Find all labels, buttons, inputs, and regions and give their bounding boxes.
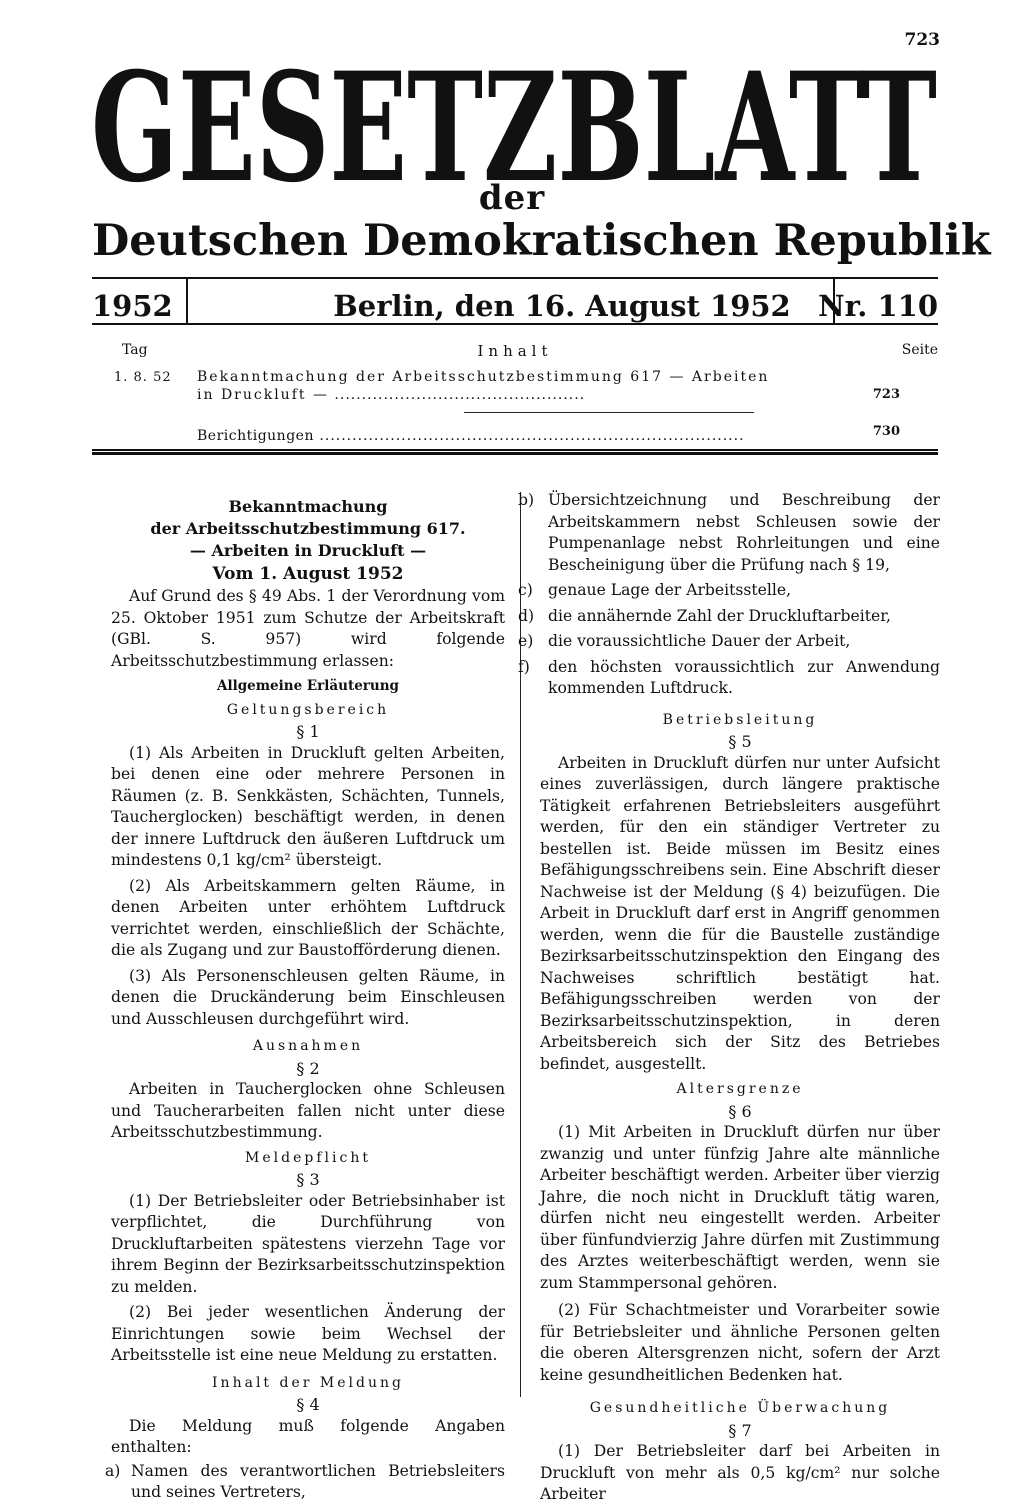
dateline-bottom-rule [92, 323, 938, 325]
list-item-marker: b) [518, 491, 535, 509]
announcement-topic: — Arbeiten in Druckluft — [189, 541, 427, 560]
announcement-date: Vom 1. August 1952 [212, 564, 404, 584]
issue-number: Nr. 110 [818, 289, 938, 323]
announcement-subtitle: der Arbeitsschutzbestimmung 617. [150, 519, 466, 538]
page-number: 723 [904, 30, 940, 50]
paragraph: Arbeiten in Taucherglocken ohne Schleusen und Taucherarbeiten fallen nicht unter diese Arbeitsschutzbestimmung. [111, 1080, 505, 1141]
masthead-title-text: GESETZBLATT [91, 40, 937, 216]
list-item-marker: a) [105, 1461, 121, 1480]
list-item-text: den höchsten voraussichtlich zur Anwendung kommenden Luftdruck. [548, 657, 940, 697]
section-heading: Ausnahmen [252, 1038, 364, 1054]
general-heading: Allgemeine Erläuterung [217, 678, 399, 694]
list-item [518, 490, 940, 576]
toc-entry-title-text: Berichtigungen [197, 428, 314, 444]
section-sign: § 3 [296, 1170, 320, 1189]
list-item-marker: c) [518, 581, 533, 599]
section-sign: § 5 [728, 732, 752, 751]
section-heading: Inhalt der Meldung [212, 1374, 404, 1391]
toc-separator [464, 412, 754, 413]
section-heading: Geltungsbereich [226, 701, 390, 718]
announcement-title: Bekanntmachung [228, 497, 388, 516]
paragraph: (1) Der Betriebsleiter oder Betriebsinhaber ist verpflichtet, die Durchführung von Druckluftarbeiten spätestens vierzehn Tage vor ihrem Beginn der Bezirksarbeitsschutzinspektion zu melden. [111, 1191, 505, 1296]
toc-entry-title: Bekanntmachung der Arbeitsschutzbestimmung 617 — Arbeiten [197, 369, 770, 385]
paragraph: (3) Als Personenschleusen gelten Räume, in denen die Druckänderung beim Einschleusen und Ausschleusen durchgeführt wird. [111, 966, 505, 1028]
toc-entry-title: Berichtigungen .............................................................................. [197, 428, 745, 444]
section-sign: § 1 [296, 722, 320, 741]
section-heading: Gesundheitliche Überwachung [589, 1400, 891, 1416]
masthead-subtitle-der: der [478, 178, 546, 218]
list-item-marker: f) [518, 657, 530, 676]
toc-entry-title-cont: in Druckluft — .............................................. [197, 387, 586, 403]
paragraph: (2) Für Schachtmeister und Vorarbeiter sowie für Betriebsleiter und ähnliche Personen gelten die oberen Altersgrenzen nicht, sofern der Arzt keine gesundheitlichen Bedenken hat. [540, 1301, 940, 1384]
dateline-top-rule [92, 277, 938, 279]
paragraph: (1) Als Arbeiten in Druckluft gelten Arbeiten, bei denen eine oder mehrere Personen in Räumen (z. B. Senkkästen, Schächten, Tunnels, Taucherglocken) beschäftigt werden, in denen der innere Luftdruck den äußeren Luftdruck um mindestens 0,1 kg/cm² übersteigt. [111, 743, 505, 869]
paragraph: Die Meldung muß folgende Angaben enthalten: [111, 1416, 505, 1456]
toc-heading-contents: Inhalt [477, 342, 553, 360]
paragraph: (1) Mit Arbeiten in Druckluft dürfen nur über zwanzig und unter fünfzig Jahre alte männliche Arbeiter beschäftigt werden. Arbeiter über vierzig Jahre, die noch nicht in Druckluft tätig waren, dürfen nicht neu eingestellt werden. Arbeiter über fünfundvierzig Jahre dürfen mit Zustimmung des Arztes weiterbeschäftigt werden, wenn sie zum Stammpersonal gehören. [540, 1123, 940, 1292]
issue-year: 1952 [92, 289, 173, 323]
list-item [518, 631, 940, 653]
paragraph: Arbeiten in Druckluft dürfen nur unter Aufsicht eines zuverlässigen, durch längere praktische Tätigkeit erfahrenen Betriebsleiters ausgeführt werden, für den ein ständiger Vertreter zu bestellen ist. Beide müssen im Besitz eines Befähigungsschreibens sein. Eine Abschrift dieser Nachweise ist der Meldung (§ 4) beizufügen. Die Arbeit in Druckluft darf erst in Angriff genommen werden, wenn die für die Baustelle zuständige Bezirksarbeitsschutzinspektion den Eingang des Nachweises schriftlich bestätigt hat. Befähigungsschreiben werden von der Bezirksarbeitsschutzinspektion, in deren Arbeitsbereich sich der Sitz des Betriebes befindet, ausgestellt. [540, 753, 940, 1073]
toc-entry-page: 723 [872, 387, 900, 402]
section-sign: § 4 [296, 1395, 320, 1414]
list-item [518, 606, 940, 628]
section-sign: § 2 [296, 1058, 320, 1078]
toc-entry-title-line2: in Druckluft — [197, 387, 329, 403]
list-item [518, 657, 940, 700]
list-item [105, 1461, 505, 1504]
paragraph: (2) Als Arbeitskammern gelten Räume, in denen Arbeiten unter erhöhtem Luftdruck verrichtet werden, einschließlich der Schächte, die als Zugang und zur Baustofförderung dienen. [111, 876, 505, 959]
section-heading: Betriebsleitung [662, 711, 818, 728]
masthead-subtitle-republic: Deutschen Demokratischen Republik [92, 216, 991, 266]
paragraph: (1) Der Betriebsleiter darf bei Arbeiten in Druckluft von mehr als 0,5 kg/cm² nur solche Arbeiter [540, 1442, 940, 1503]
section-sign: § 7 [728, 1420, 752, 1440]
column-separator [520, 492, 521, 1397]
list-item-text: die voraussichtliche Dauer der Arbeit, [548, 632, 851, 650]
dateline [92, 277, 938, 325]
list-item-marker: e) [518, 632, 534, 650]
list-item-text: die annähernde Zahl der Druckluftarbeiter, [548, 606, 891, 625]
list-item-marker: d) [518, 606, 535, 625]
left-column [105, 490, 505, 1508]
list-item [518, 580, 940, 602]
section-heading: Altersgrenze [676, 1081, 804, 1097]
list-item-text: Namen des verantwortlichen Betriebsleiters und seines Vertreters, [131, 1461, 505, 1501]
header-divider [92, 449, 938, 455]
section-heading: Meldepflicht [245, 1149, 371, 1166]
section-sign: § 6 [728, 1101, 752, 1121]
paragraph: (2) Bei jeder wesentlichen Änderung der Einrichtungen sowie beim Wechsel der Arbeitsstelle ist eine neue Meldung zu erstatten. [111, 1303, 505, 1364]
toc-entry-page: 730 [872, 424, 900, 439]
issue-place-date: Berlin, den 16. August 1952 [333, 289, 791, 323]
list-item-text: genaue Lage der Arbeitsstelle, [548, 581, 792, 599]
right-column [518, 490, 940, 1508]
list-item-text: Übersichtzeichnung und Beschreibung der Arbeitskammern nebst Schleusen sowie der Pumpenanlage nebst Rohrleitungen und eine Bescheinigung über die Prüfung nach § 19, [548, 491, 940, 574]
toc-heading-page: Seite [901, 342, 938, 358]
dateline-divider [186, 279, 188, 323]
toc-entry-day: 1. 8. 52 [114, 370, 172, 385]
intro-paragraph: Auf Grund des § 49 Abs. 1 der Verordnung vom 25. Oktober 1951 zum Schutze der Arbeitskraft (GBl. S. 957) wird folgende Arbeitsschutzbestimmung erlassen: [111, 587, 505, 670]
toc-heading-day: Tag [122, 342, 148, 358]
